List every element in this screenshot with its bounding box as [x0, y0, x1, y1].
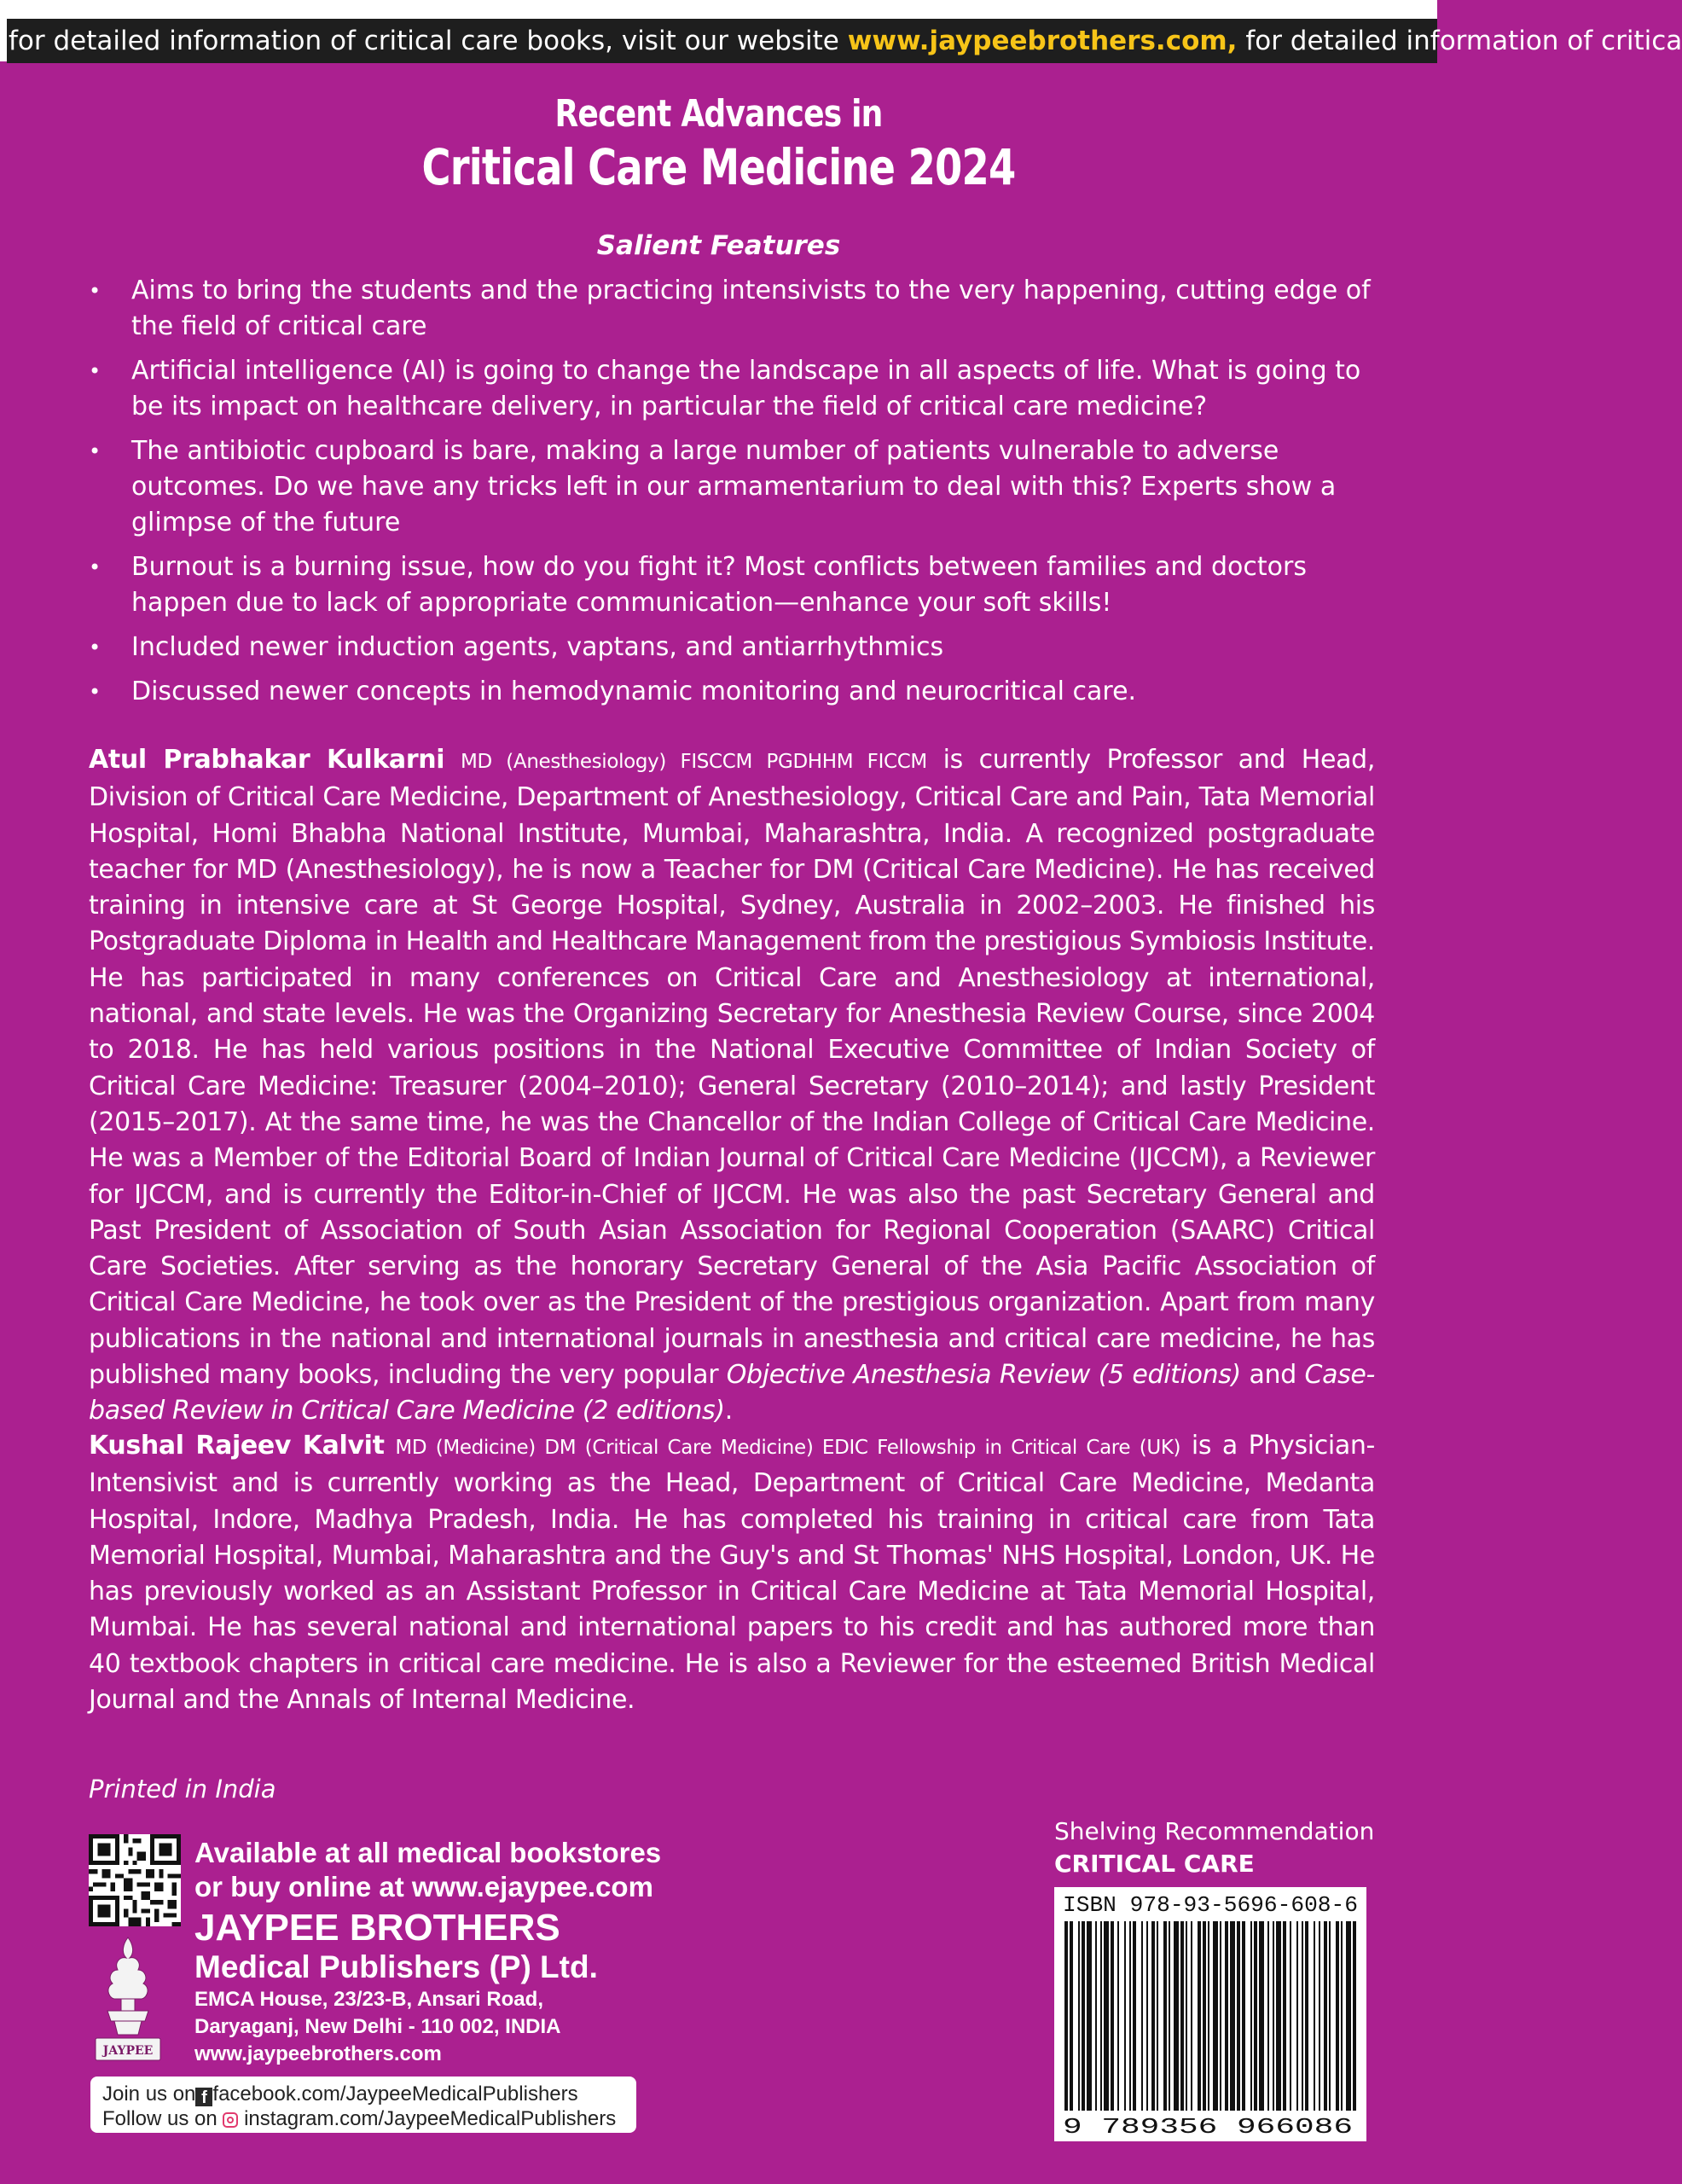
- barcode-bar: [1203, 1921, 1206, 2111]
- feature-item: • Burnout is a burning issue, how do you fight it? Most conflicts between families and doctors happen due to lack of appropriate communication—enhance your soft skills!: [85, 549, 1382, 621]
- book-title-line1: Recent Advances in: [554, 92, 883, 136]
- barcode-bar: [1259, 1921, 1264, 2111]
- follow-label: Follow us on: [102, 2107, 218, 2130]
- author2-name: Kushal Rajeev Kalvit: [89, 1431, 385, 1461]
- website-banner: [7, 19, 1682, 63]
- logo-text: JAYPEE: [102, 2044, 154, 2058]
- barcode-bar: [1169, 1921, 1170, 2111]
- book-title-line2: Critical Care Medicine 2024: [421, 138, 1016, 196]
- barcode-bar: [1242, 1921, 1245, 2111]
- jaypee-logo: [89, 1932, 167, 2067]
- publisher-block: [194, 1908, 598, 2068]
- author1-credentials: MD (Anesthesiology) FISCCM PGDHHM FICCM: [460, 751, 927, 773]
- barcode-bar: [1302, 1921, 1303, 2111]
- author2-bio-text: is a Physician-Intensivist and is currently working as the Head, Department of Critical Care Medicine, Medanta Hospital, Indore, Madhya Pradesh, India. He has completed his training in critical care from Tata Memorial Hospital, Mumbai, Maharashtra and the Guy's and St Thomas' NHS Hospital, London, UK. He has previously worked as an Assistant Professor in Critical Care Medicine at Tata Memorial Hospital, Mumbai. He has several national and international papers to his credit and has authored more than 40 textbook chapters in critical care medicine. He is also a Reviewer for the esteemed British Medical Journal and the Annals of Internal Medicine.: [89, 1431, 1376, 1716]
- salient-features-list: [85, 273, 1382, 718]
- author1-name: Atul Prabhakar Kulkarni: [89, 745, 445, 775]
- barcode-bar: [1324, 1921, 1327, 2111]
- publisher-address-line2: Daryaganj, New Delhi - 110 002, INDIA: [194, 2015, 561, 2038]
- feature-item: • Discussed newer concepts in hemodynamic monitoring and neurocritical care.: [85, 674, 1382, 710]
- availability-note: [194, 1836, 661, 1904]
- barcode-bar: [1296, 1921, 1298, 2111]
- barcode-bar: [1305, 1921, 1308, 2111]
- author1-book2: Case-based Review in Critical Care Medicine (2 editions): [89, 1360, 1375, 1426]
- instagram-icon: [223, 2112, 238, 2128]
- barcode-bar: [1329, 1921, 1331, 2111]
- feature-item: • Aims to bring the students and the practicing intensivists to the very happening, cutting edge of the field of critical care: [85, 273, 1382, 345]
- banner-suffix: for detailed information of critica: [1237, 26, 1682, 56]
- barcode-bar: [1146, 1921, 1148, 2111]
- banner-website-link[interactable]: www.jaypeebrothers.com,: [847, 26, 1238, 56]
- barcode-bar: [1208, 1921, 1209, 2111]
- barcode-bar: [1220, 1921, 1221, 2111]
- barcode-bar: [1267, 1921, 1269, 2111]
- facebook-link[interactable]: facebook.com/JaypeeMedicalPublishers: [212, 2082, 578, 2106]
- isbn-top-text: ISBN 978-93-5696-608-6: [1063, 1892, 1358, 1918]
- barcode-bar: [1129, 1921, 1131, 2111]
- barcode-bar: [1283, 1921, 1286, 2111]
- barcode-bar: [1180, 1921, 1184, 2111]
- barcode-bar: [1082, 1921, 1085, 2111]
- barcode-bar: [1250, 1921, 1252, 2111]
- barcode-bar: [1186, 1921, 1187, 2111]
- barcode-bar: [1336, 1921, 1339, 2111]
- join-label: Join us on: [102, 2082, 196, 2106]
- barcode-bar: [1225, 1921, 1228, 2111]
- shelving-label: Shelving Recommendation: [1054, 1817, 1375, 1845]
- barcode-bar: [1117, 1921, 1119, 2111]
- banner-prefix: for detailed information of critical care books, visit our website: [9, 26, 848, 56]
- publisher-name-line2: Medical Publishers (P) Ltd.: [194, 1949, 598, 1984]
- author1-bio: [89, 742, 1375, 1430]
- barcode-bar: [1237, 1921, 1240, 2111]
- barcode-bar: [1095, 1921, 1097, 2111]
- barcode-bar: [1290, 1921, 1291, 2111]
- barcode-bar: [1254, 1921, 1257, 2111]
- shelving-value: CRITICAL CARE: [1054, 1850, 1255, 1878]
- qr-code[interactable]: [89, 1834, 181, 1926]
- barcode-bar: [1111, 1921, 1114, 2111]
- barcode-bar: [1276, 1921, 1281, 2111]
- barcode-bar: [1174, 1921, 1179, 2111]
- instagram-link[interactable]: instagram.com/JaypeeMedicalPublishers: [244, 2107, 617, 2130]
- author2-bio: [89, 1428, 1375, 1718]
- barcode-bar: [1314, 1921, 1315, 2111]
- barcode-bar: [1191, 1921, 1192, 2111]
- barcode-bar: [1087, 1921, 1092, 2111]
- printed-in: Printed in India: [89, 1774, 276, 1804]
- barcode-bar: [1141, 1921, 1143, 2111]
- availability-line2[interactable]: or buy online at www.ejaypee.com: [194, 1871, 653, 1902]
- facebook-icon: f: [195, 2088, 212, 2106]
- barcode-bar: [1078, 1921, 1080, 2111]
- publisher-website[interactable]: www.jaypeebrothers.com: [194, 2042, 442, 2065]
- barcode-bar: [1198, 1921, 1201, 2111]
- salient-features-heading: Salient Features: [596, 230, 841, 261]
- feature-item: • The antibiotic cupboard is bare, making a large number of patients vulnerable to adverse outcomes. Do we have any tricks left in our armamentarium to deal with this? Experts show a glimpse of the future: [85, 433, 1382, 541]
- availability-line1: Available at all medical bookstores: [194, 1837, 662, 1868]
- feature-item: • Included newer induction agents, vaptans, and antiarrhythmics: [85, 630, 1382, 665]
- instagram-row[interactable]: [102, 2106, 636, 2131]
- barcode-bar: [1341, 1921, 1343, 2111]
- author2-credentials: MD (Medicine) DM (Critical Care Medicine) EDIC Fellowship in Critical Care (UK): [395, 1437, 1181, 1459]
- barcode-bar: [1213, 1921, 1218, 2111]
- barcode-bar: [1157, 1921, 1158, 2111]
- isbn-bottom-text: 9 789356 966086: [1063, 2114, 1353, 2140]
- barcode-bar: [1124, 1921, 1126, 2111]
- barcode-bar: [1064, 1921, 1068, 2111]
- barcode-bar: [1070, 1921, 1073, 2111]
- publisher-address-line1: EMCA House, 23/23-B, Ansari Road,: [194, 1988, 543, 2011]
- barcode-bar: [1230, 1921, 1235, 2111]
- barcode-bar: [1163, 1921, 1167, 2111]
- shelving-recommendation: [1054, 1815, 1374, 1880]
- social-links-box: [90, 2077, 636, 2133]
- barcode-bar: [1346, 1921, 1351, 2111]
- author1-bio-text: is currently Professor and Head, Division of Critical Care Medicine, Department of Anesthesiology, Critical Care and Pain, Tata Memorial Hospital, Homi Bhabha National Institute, Mumbai, Maharashtra, India. A recognized postgraduate teacher for MD (Anesthesiology), he is now a Teacher for DM (Critical Care Medicine). He has received training in intensive care at St George Hospital, Sydney, Australia in 2002–2003. He finished his Postgraduate Diploma in Health and Healthcare Management from the prestigious Symbiosis Institute. He has participated in many conferences on Critical Care and Anesthesiology at international, national, and state levels. He was the Organizing Secretary for Anesthesia Review Course, since 2004 to 2018. He has held various positions in the National Executive Committee of Indian Society of Critical Care Medicine: Treasurer (2004–2010); General Secretary (2010–2014); and lastly President (2015–2017). At the same time, he was the Chancellor of the Indian College of Critical Care Medicine. He was a Member of the Editorial Board of Indian Journal of Critical Care Medicine (IJCCM), a Reviewer for IJCCM, and is currently the Editor-in-Chief of IJCCM. He was also the past Secretary General and Past President of Association of South Asian Association for Regional Cooperation (SAARC) Critical Care Societies. After serving as the honorary Secretary General of the Asia Pacific Association of Critical Care Medicine, he took over as the President of the prestigious organization. Apart from many publications in the national and international journals in anesthesia and critical care medicine, he has published many books, including the very popular: [89, 745, 1376, 1391]
- barcode-bar: [1273, 1921, 1274, 2111]
- isbn-barcode: [1054, 1887, 1366, 2141]
- barcode-bar: [1353, 1921, 1356, 2111]
- feature-item: • Artificial intelligence (AI) is going to change the landscape in all aspects of life. What is going to be its impact on healthcare delivery, in particular the field of critical care medicine?: [85, 353, 1382, 425]
- publisher-name-line1: JAYPEE BROTHERS: [194, 1907, 560, 1949]
- author1-end: .: [724, 1396, 733, 1426]
- barcode-bar: [1133, 1921, 1136, 2111]
- barcode-bar: [1104, 1921, 1109, 2111]
- barcode-bar: [1100, 1921, 1102, 2111]
- barcode-bar: [1151, 1921, 1155, 2111]
- barcode-bar: [1319, 1921, 1320, 2111]
- author1-and: and: [1249, 1360, 1296, 1391]
- facebook-row[interactable]: [102, 2082, 636, 2106]
- author1-book1: Objective Anesthesia Review (5 editions): [726, 1360, 1241, 1391]
